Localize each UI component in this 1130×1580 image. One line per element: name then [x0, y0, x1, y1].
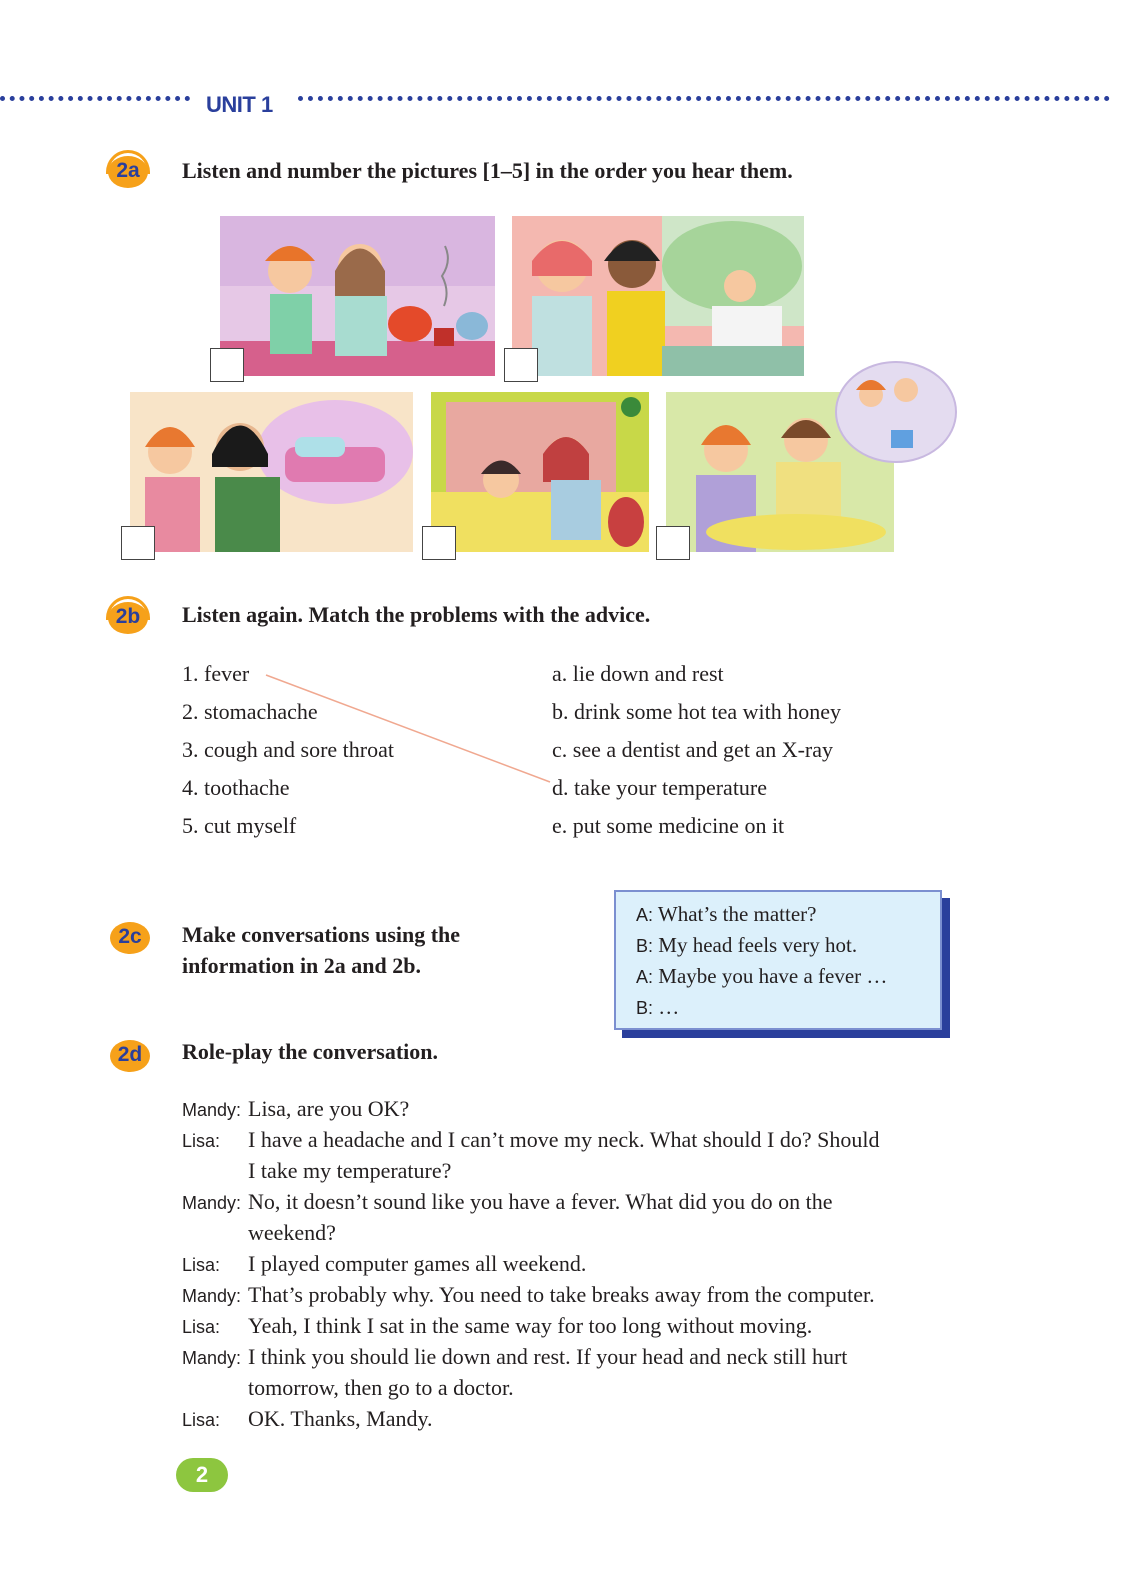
problem-item: 3. cough and sore throat — [182, 737, 394, 762]
dialogue-speaker: Mandy: — [182, 1286, 242, 1306]
dialogue-line: I played computer games all weekend. — [248, 1251, 587, 1276]
box-line: What’s the matter? — [657, 902, 817, 926]
dialogue-speaker: Lisa: — [182, 1131, 221, 1151]
dialogue-speaker: Mandy: — [182, 1348, 242, 1368]
instruction-2d: Role-play the conversation. — [182, 1039, 439, 1064]
instruction-2a: Listen and number the pictures [1–5] in the order you hear them. — [182, 158, 793, 183]
box-speaker: A: — [636, 905, 654, 925]
box-speaker: B: — [636, 998, 654, 1018]
page-number: 2 — [176, 1458, 228, 1492]
advice-item: c. see a dentist and get an X-ray — [552, 737, 833, 762]
dialogue-speaker: Mandy: — [182, 1193, 242, 1213]
dialogue-line: I have a headache and I can’t move my neck. What should I do? Should — [248, 1127, 880, 1152]
unit-title: UNIT 1 — [206, 92, 273, 117]
dialogue-line: I take my temperature? — [248, 1158, 452, 1183]
dialogue-line: Lisa, are you OK? — [248, 1096, 410, 1121]
advice-item: e. put some medicine on it — [552, 813, 785, 838]
box-line: Maybe you have a fever … — [658, 964, 888, 988]
problem-item: 1. fever — [182, 661, 250, 686]
advice-item: b. drink some hot tea with honey — [552, 699, 842, 724]
box-line: … — [658, 995, 680, 1019]
badge-2c: 2c — [106, 916, 152, 954]
dialogue-line: I think you should lie down and rest. If your head and neck still hurt — [248, 1344, 848, 1369]
instruction-2c-line1: Make conversations using the — [182, 922, 461, 947]
dialogue-line: OK. Thanks, Mandy. — [248, 1406, 433, 1431]
instruction-2c-line2: information in 2a and 2b. — [182, 953, 421, 978]
box-speaker: B: — [636, 936, 654, 956]
problem-item: 5. cut myself — [182, 813, 297, 838]
dialogue-speaker: Lisa: — [182, 1410, 221, 1430]
instruction-2b: Listen again. Match the problems with the advice. — [182, 602, 651, 627]
dialogue-line: weekend? — [248, 1220, 336, 1245]
dialogue-speaker: Lisa: — [182, 1255, 221, 1275]
advice-item: d. take your temperature — [552, 775, 768, 800]
dialogue-line: tomorrow, then go to a doctor. — [248, 1375, 514, 1400]
box-line: My head feels very hot. — [658, 933, 858, 957]
problem-item: 2. stomachache — [182, 699, 318, 724]
badge-2a: 2a — [104, 150, 150, 188]
dialogue-line: Yeah, I think I sat in the same way for too long without moving. — [248, 1313, 813, 1338]
dialogue-speaker: Mandy: — [182, 1100, 242, 1120]
dialogue-line: No, it doesn’t sound like you have a fever. What did you do on the — [248, 1189, 833, 1214]
box-speaker: A: — [636, 967, 654, 987]
dialogue-line: That’s probably why. You need to take breaks away from the computer. — [248, 1282, 875, 1307]
dialogue-speaker: Lisa: — [182, 1317, 221, 1337]
problem-item: 4. toothache — [182, 775, 290, 800]
badge-2b: 2b — [104, 596, 150, 634]
advice-item: a. lie down and rest — [552, 661, 724, 686]
badge-2d: 2d — [106, 1034, 152, 1072]
example-conversation-box — [614, 890, 942, 1030]
